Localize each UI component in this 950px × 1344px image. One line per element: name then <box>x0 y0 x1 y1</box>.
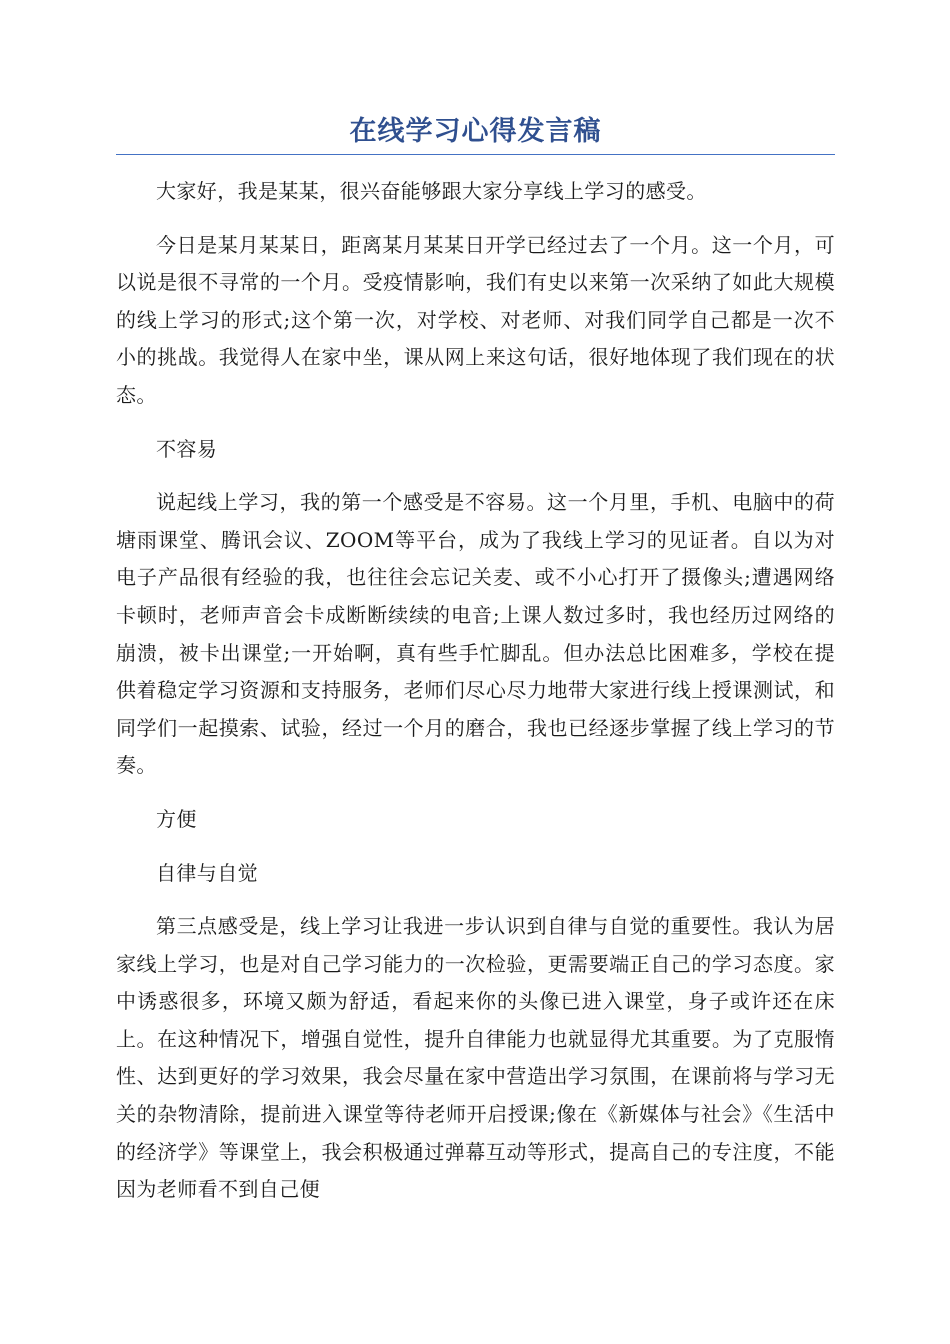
paragraph-intro: 今日是某月某某日，距离某月某某日开学已经过去了一个月。这一个月，可以说是很不寻常的一个月。受疫情影响，我们有史以来第一次采纳了如此大规模的线上学习的形式;这个第一次，对学校、对老师、对我们同学自己都是一次不小的挑战。我觉得人在家中坐，课从网上来这句话，很好地体现了我们现在的状态。 <box>116 232 835 407</box>
paragraph-not-easy: 说起线上学习，我的第一个感受是不容易。这一个月里，手机、电脑中的荷塘雨课堂、腾讯会议、ZOOM等平台，成为了我线上学习的见证者。自以为对电子产品很有经验的我，也往往会忘记关麦、或不小心打开了摄像头;遭遇网络卡顿时，老师声音会卡成断断续续的电音;上课人数过多时，我也经历过网络的崩溃，被卡出课堂;一开始啊，真有些手忙脚乱。但办法总比困难多，学校在提供着稳定学习资源和支持服务，老师们尽心尽力地带大家进行线上授课测试，和同学们一起摸索、试验，经过一个月的磨合，我也已经逐步掌握了线上学习的节奏。 <box>116 490 835 778</box>
document-page <box>116 110 835 1225</box>
section-heading-not-easy: 不容易 <box>156 436 218 461</box>
document-title: 在线学习心得发言稿 <box>349 116 602 147</box>
paragraph-self-discipline: 第三点感受是，线上学习让我进一步认识到自律与自觉的重要性。我认为居家线上学习，也是对自己学习能力的一次检验，更需要端正自己的学习态度。家中诱惑很多，环境又颇为舒适，看起来你的头像已进入课堂，身子或许还在床上。在这种情况下，增强自觉性，提升自律能力也就显得尤其重要。为了克服惰性、达到更好的学习效果，我会尽量在家中营造出学习氛围，在课前将与学习无关的杂物清除，提前进入课堂等待老师开启授课;像在《新媒体与社会》《生活中的经济学》等课堂上，我会积极通过弹幕互动等形式，提高自己的专注度，不能因为老师看不到自己便 <box>116 914 835 1202</box>
section-heading-convenient: 方便 <box>156 806 197 831</box>
title-underline <box>116 154 835 155</box>
section-heading-self-discipline: 自律与自觉 <box>156 860 258 885</box>
paragraph-greeting: 大家好，我是某某，很兴奋能够跟大家分享线上学习的感受。 <box>156 179 707 203</box>
